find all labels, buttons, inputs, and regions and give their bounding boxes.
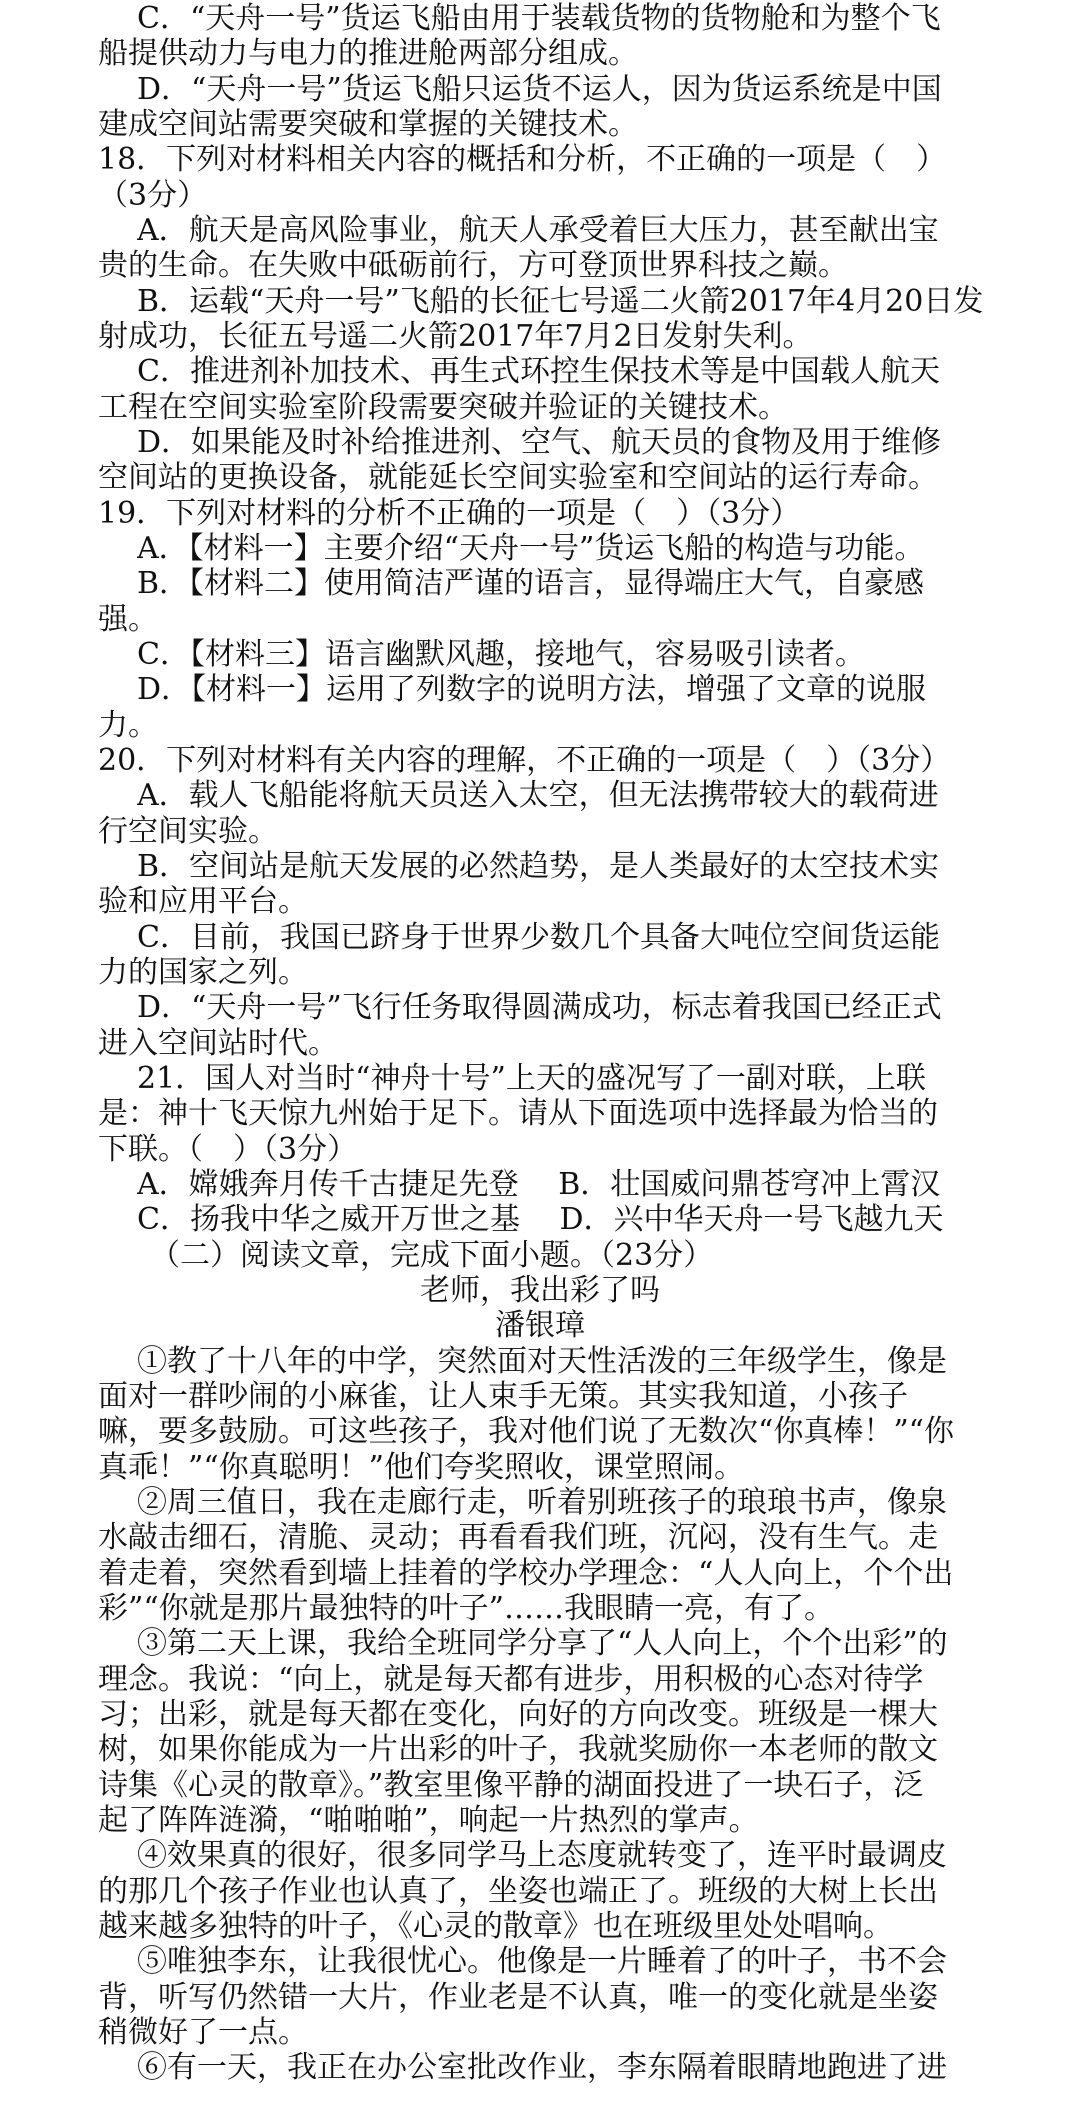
- paragraph-2: ②周三值日，我在走廊行走，听着别班孩子的琅琅书声，像泉: [137, 1485, 947, 1520]
- text-line: 诗集《心灵的散章》。”教室里像平静的湖面投进了一块石子，泛: [98, 1768, 924, 1803]
- paragraph-5: ⑤唯独李东，让我很忧心。他像是一片睡着了的叶子，书不会: [137, 1944, 947, 1979]
- option-d: D．【材料一】运用了列数字的说明方法，增强了文章的说服: [137, 672, 927, 707]
- text-line: D．“天舟一号”货运飞船只运货不运人，因为货运系统是中国: [137, 72, 942, 107]
- text-line: 强。: [98, 602, 158, 637]
- text-line: C．“天舟一号”货运飞船由用于装载货物的货物舱和为整个飞: [137, 1, 941, 36]
- text-line: 船提供动力与电力的推进舱两部分组成。: [98, 36, 638, 71]
- text-line: 贵的生命。在失败中砥砺前行，方可登顶世界科技之巅。: [98, 248, 848, 283]
- paragraph-4: ④效果真的很好，很多同学马上态度就转变了，连平时最调皮: [137, 1838, 947, 1873]
- text-line: 背，听写仍然错一大片，作业老是不认真，唯一的变化就是坐姿: [98, 1980, 938, 2015]
- text-line: 进入空间站时代。: [98, 1026, 338, 1061]
- text-line: （3分）: [98, 178, 208, 213]
- paragraph-1: ①教了十八年的中学，突然面对天性活泼的三年级学生，像是: [137, 1344, 947, 1379]
- question-19: 19．下列对材料的分析不正确的一项是（ ）（3分）: [98, 496, 801, 531]
- text-line: 习；出彩，就是每天都在变化，向好的方向改变。班级是一棵大: [98, 1697, 938, 1732]
- question-18: 18．下列对材料相关内容的概括和分析，不正确的一项是（ ）: [98, 142, 947, 177]
- text-line: 的那几个孩子作业也认真了，坐姿也端正了。班级的大树上长出: [98, 1874, 938, 1909]
- text-line: 树，如果你能成为一片出彩的叶子，我就奖励你一本老师的散文: [98, 1732, 938, 1767]
- text-line: 真乖！”“你真聪明！”他们夸奖照收，课堂照闹。: [98, 1450, 745, 1485]
- text-line: 建成空间站需要突破和掌握的关键技术。: [98, 107, 638, 142]
- option-a: A．航天是高风险事业，航天人承受着巨大压力，甚至献出宝: [137, 213, 939, 248]
- option-d: D．如果能及时补给推进剂、空气、航天员的食物及用于维修: [137, 425, 942, 460]
- option-b: B．运载“天舟一号”飞船的长征七号遥二火箭2017年4月20日发: [137, 284, 984, 319]
- text-line: 嘛，要多鼓励。可这些孩子，我对他们说了无数次“你真棒！”“你: [98, 1414, 955, 1449]
- option-c: C．目前，我国已跻身于世界少数几个具备大吨位空间货运能: [137, 920, 940, 955]
- text-line: 越来越多独特的叶子，《心灵的散章》也在班级里处处唱响。: [98, 1909, 893, 1944]
- text-line: 是：神十飞天惊九州始于足下。请从下面选项中选择最为恰当的: [98, 1096, 938, 1131]
- text-line: 水敲击细石，清脆、灵动；再看看我们班，沉闷，没有生气。走: [98, 1520, 938, 1555]
- text-line: 下联。（ ）（3分）: [98, 1132, 358, 1167]
- paragraph-3: ③第二天上课，我给全班同学分享了“人人向上，个个出彩”的: [137, 1626, 948, 1661]
- text-line: 行空间实验。: [98, 814, 278, 849]
- options-cd: C．扬我中华之威开万世之基 D．兴中华天舟一号飞越九天: [137, 1202, 944, 1237]
- text-line: 力的国家之列。: [98, 955, 308, 990]
- text-line: 理念。我说：“向上，就是每天都有进步，用积极的心态对待学: [98, 1662, 924, 1697]
- question-20: 20．下列对材料有关内容的理解，不正确的一项是（ ）（3分）: [98, 743, 951, 778]
- text-line: 着走着，突然看到墙上挂着的学校办学理念：“人人向上，个个出: [98, 1556, 954, 1591]
- section-heading: （二）阅读文章，完成下面小题。（23分）: [150, 1238, 714, 1273]
- article-title: 老师，我出彩了吗: [420, 1273, 660, 1308]
- question-21: 21．国人对当时“神舟十号”上天的盛况写了一副对联，上联: [137, 1061, 926, 1096]
- text-line: 稍微好了一点。: [98, 2015, 308, 2050]
- paragraph-6-partial: ⑥有一天，我正在办公室批改作业，李东隔着眼睛地跑进了进: [137, 2050, 947, 2085]
- text-line: 彩”“你就是那片最独特的叶子”……我眼睛一亮，有了。: [98, 1591, 835, 1626]
- text-line: 工程在空间实验室阶段需要突破并验证的关键技术。: [98, 390, 788, 425]
- option-b: B．空间站是航天发展的必然趋势，是人类最好的太空技术实: [137, 849, 940, 884]
- text-line: 面对一群吵闹的小麻雀，让人束手无策。其实我知道，小孩子: [98, 1379, 908, 1414]
- option-a: A．【材料一】主要介绍“天舟一号”货运飞船的构造与功能。: [137, 531, 925, 566]
- option-c: C．【材料三】语言幽默风趣，接地气，容易吸引读者。: [137, 637, 865, 672]
- text-line: 验和应用平台。: [98, 884, 308, 919]
- text-line: 力。: [98, 708, 158, 743]
- option-c: C．推进剂补加技术、再生式环控生保技术等是中国载人航天: [137, 354, 940, 389]
- text-line: 起了阵阵涟漪，“啪啪啪”，响起一片热烈的掌声。: [98, 1803, 759, 1838]
- option-b: B．【材料二】使用简洁严谨的语言，显得端庄大气，自豪感: [137, 566, 925, 601]
- text-line: 空间站的更换设备，就能延长空间实验室和空间站的运行寿命。: [98, 460, 938, 495]
- option-d: D．“天舟一号”飞行任务取得圆满成功，标志着我国已经正式: [137, 990, 942, 1025]
- options-ab: A．嫦娥奔月传千古捷足先登 B．壮国威问鼎苍穹冲上霄汉: [137, 1167, 941, 1202]
- text-line: 射成功，长征五号遥二火箭2017年7月2日发射失利。: [98, 319, 813, 354]
- article-author: 潘银璋: [495, 1308, 585, 1343]
- option-a: A．载人飞船能将航天员送入太空，但无法携带较大的载荷进: [137, 778, 939, 813]
